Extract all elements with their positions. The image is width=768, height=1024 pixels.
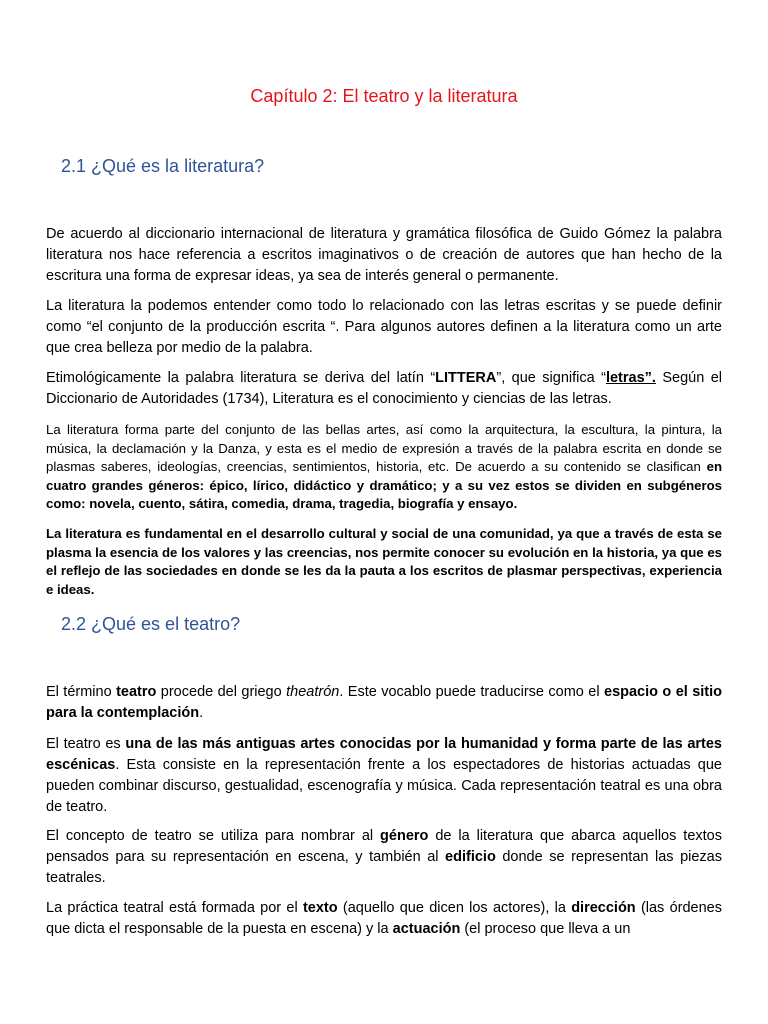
termino-text-4: . (199, 705, 204, 721)
termino-text-2: procede del griego (156, 684, 287, 700)
concepto-text-2: de la literatura que abarca aquellos textos pensados para su representación en escena, y también al (46, 828, 722, 865)
practica-direccion: dirección (571, 900, 636, 916)
termino-text-3: . Este vocablo puede traducirse como el (339, 684, 604, 700)
paragraph-teatro-artes (46, 734, 722, 818)
section-title-teatro: 2.2 ¿Qué es el teatro? (61, 614, 241, 634)
practica-text-2: (aquello que dicen los actores), la (337, 900, 572, 916)
section-title-literatura: 2.1 ¿Qué es la literatura? (61, 156, 265, 176)
etimologia-text-3: Según el Diccionario de Autoridades (1734), Literatura es el conocimiento y ciencias de las letras. (46, 370, 722, 407)
paragraph-literatura-importancia: La literatura es fundamental en el desarrollo cultural y social de una comunidad, ya que a través de esta se plasma la esencia de los valores y las creencias, nos permite conocer su evolución en la historia, ya que es el reflejo de las sociedades en donde se les da la pauta a los escritos de plasmar perspectivas, experiencia e ideas. (46, 526, 722, 597)
paragraph-literatura-bellas-artes (46, 421, 722, 514)
concepto-text-1: El concepto de teatro se utiliza para nombrar al (46, 828, 381, 844)
practica-text-4: (el proceso que lleva a un (460, 921, 631, 937)
artes-antiguas: una de las más antiguas artes conocidas por la humanidad y forma parte de las artes escénicas (46, 736, 722, 773)
paragraph-teatro-concepto (46, 826, 722, 889)
paragraph-literatura-etimologia (46, 368, 722, 410)
artes-text-2: . Esta consiste en la representación frente a los espectadores de historias actuadas que pueden combinar discurso, gestualidad, escenografía y música. Cada representación teatral es una obra de teatro. (46, 757, 722, 815)
paragraph-literatura-entender: La literatura la podemos entender como todo lo relacionado con las letras escritas y se puede definir como “el conjunto de la producción escrita “. Para algunos autores definen a la literatura como un arte que crea belleza por medio de la palabra. (46, 298, 722, 356)
paragraph-literatura-definicion: De acuerdo al diccionario internacional de literatura y gramática filosófica de Guido Gómez la palabra literatura nos hace referencia a escritos imaginativos o de creación de autores que han hecho de la escritura una forma de expresar ideas, ya sea de interés general o permanente. (46, 226, 722, 284)
artes-text-1: El teatro es (46, 736, 126, 752)
termino-teatro: teatro (116, 684, 157, 700)
chapter-title: Capítulo 2: El teatro y la literatura (250, 86, 518, 106)
concepto-text-3: donde se representan las piezas teatrales. (46, 849, 722, 886)
termino-theatron: theatrón (286, 684, 340, 700)
concepto-edificio: edificio (445, 849, 496, 865)
termino-text-1: El término (46, 684, 117, 700)
bellas-artes-generos: en cuatro grandes géneros: épico, lírico, didáctico y dramático; y a su vez estos se dividen en subgéneros como: novela, cuento, sátira, comedia, drama, tragedia, biografía y ensayo. (46, 459, 722, 511)
practica-texto: texto (302, 900, 338, 916)
practica-text-1: La práctica teatral está formada por el (46, 900, 303, 916)
practica-text-3: (las órdenes que dicta el responsable de la puesta en escena) y la (46, 900, 722, 937)
paragraph-teatro-termino (46, 682, 722, 724)
etimologia-text-2: ”, que significa “ (496, 370, 606, 386)
etimologia-text-1: Etimológicamente la palabra literatura se deriva del latín “ (46, 370, 436, 386)
etimologia-letras: letras”. (605, 370, 656, 386)
concepto-genero: género (380, 828, 429, 844)
paragraph-teatro-practica (46, 898, 722, 940)
bellas-artes-text: La literatura forma parte del conjunto de las bellas artes, así como la arquitectura, la escultura, la pintura, la música, la declamación y la Danza, y esta es el medio de expresión a través de la palabra escrita en donde se plasmas saberes, ideologías, creencias, sentimientos, historia, etc. De acuerdo a su contenido se clasifican (46, 422, 722, 474)
termino-espacio: espacio o el sitio para la contemplación (46, 684, 723, 721)
practica-actuacion: actuación (392, 921, 461, 937)
etimologia-littera: LITTERA (435, 370, 497, 386)
